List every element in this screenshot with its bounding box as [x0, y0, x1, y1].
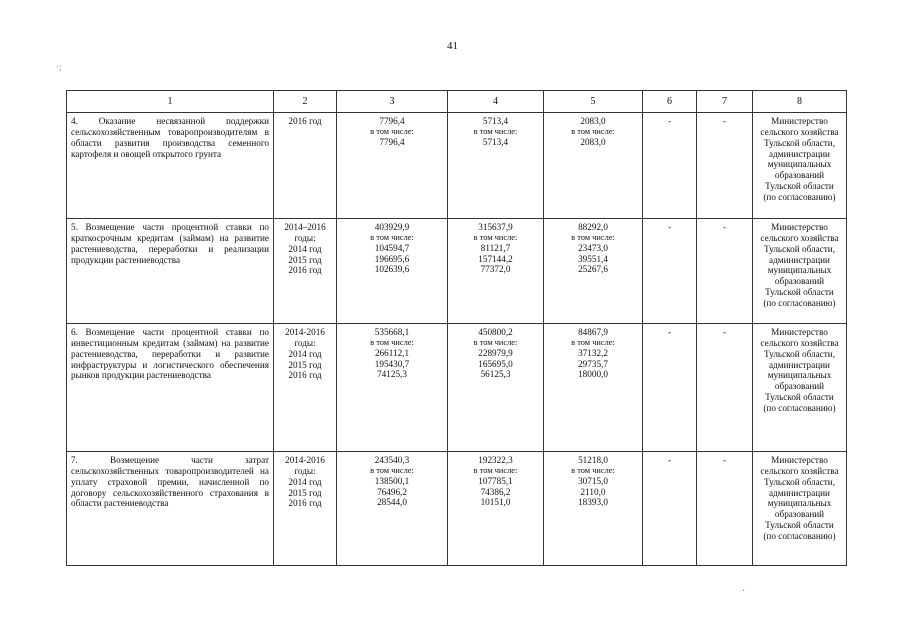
- period-line: 2014 год: [288, 243, 322, 254]
- header-cell-7: 7: [697, 91, 753, 113]
- regional-year-amount: 29735,7: [578, 358, 608, 369]
- row-regional: [544, 219, 643, 324]
- executor-line: администрации: [769, 359, 830, 370]
- regional-year-amount: 18000,0: [578, 369, 608, 380]
- total-year-amount: 196695,6: [374, 253, 410, 264]
- page-number: 41: [447, 40, 458, 52]
- regional-amount: 51218,0: [578, 455, 608, 465]
- federal-year-amount: 74386,2: [480, 486, 511, 497]
- including-label: в том числе:: [370, 465, 414, 475]
- stray-mark: ˊ: [742, 588, 745, 598]
- period-line: 2014 год: [288, 476, 322, 487]
- row-total: [337, 219, 448, 324]
- executor-line: сельского хозяйства: [760, 126, 839, 137]
- row-total: [337, 113, 448, 219]
- period-line: 2016 год: [288, 265, 322, 276]
- row-total: [337, 452, 448, 566]
- table-row: [67, 452, 847, 566]
- executor-line: образований: [774, 276, 825, 287]
- row-col7: -: [697, 113, 753, 219]
- executor-line: Тульской области,: [763, 348, 835, 359]
- row-regional: [544, 452, 643, 566]
- total-amount: 7796,4: [379, 116, 405, 126]
- executor-line: сельского хозяйства: [760, 465, 839, 476]
- total-year-amount: 266112,1: [374, 347, 410, 358]
- executor-line: Тульской области,: [763, 476, 835, 487]
- row-description: 7. Возмещение части затрат сельскохозяйственных товаропроизводителей на уплату страховой премии, начисленной по договору сельскохозяйственного страхования в области растениеводства: [67, 452, 274, 566]
- row-col6: -: [643, 113, 697, 219]
- executor-line: сельского хозяйства: [760, 232, 839, 243]
- executor-line: Министерство: [771, 327, 828, 337]
- total-year-amount: 28544,0: [377, 497, 407, 508]
- row-description: 4. Оказание несвязанной поддержки сельскохозяйственным товаропроизводителям в области развития производства семенного картофеля и овощей открытого грунта: [67, 113, 274, 219]
- row-federal: [448, 113, 544, 219]
- row-period: [274, 113, 337, 219]
- executor-line: Министерство: [771, 116, 828, 126]
- period-line: годы:: [294, 465, 316, 476]
- executor-line: Тульской области,: [763, 243, 835, 254]
- row-executor: [753, 219, 847, 324]
- row-period: [274, 219, 337, 324]
- executor-line: (по согласованию): [763, 298, 836, 309]
- executor-line: Министерство: [771, 455, 828, 465]
- federal-amount: 192322,3: [478, 455, 513, 465]
- executor-line: администрации: [769, 487, 830, 498]
- including-label: в том числе:: [370, 126, 414, 136]
- federal-year-amount: 157144,2: [478, 253, 513, 264]
- period-line: 2015 год: [288, 254, 322, 265]
- row-col6: -: [643, 452, 697, 566]
- total-year-amount: 76496,2: [377, 486, 407, 497]
- total-year-amount: 7796,4: [379, 136, 405, 147]
- row-executor: [753, 452, 847, 566]
- federal-year-amount: 56125,3: [480, 369, 511, 380]
- period-line: 2014 год: [288, 348, 322, 359]
- row-period: [274, 452, 337, 566]
- period-line: 2016 год: [288, 116, 322, 126]
- table-row: [67, 219, 847, 324]
- executor-line: образований: [774, 381, 825, 392]
- table-row: [67, 324, 847, 452]
- executor-line: сельского хозяйства: [760, 337, 839, 348]
- period-line: 2016 год: [288, 370, 322, 381]
- regional-year-amount: 37132,2: [578, 347, 608, 358]
- executor-line: образований: [774, 509, 825, 520]
- row-regional: [544, 324, 643, 452]
- federal-year-amount: 107785,1: [478, 475, 513, 486]
- period-line: 2014–2016: [284, 222, 326, 232]
- including-label: в том числе:: [571, 232, 615, 242]
- federal-amount: 315637,9: [478, 222, 513, 232]
- row-col6: -: [643, 324, 697, 452]
- row-executor: [753, 113, 847, 219]
- row-total: [337, 324, 448, 452]
- including-label: в том числе:: [571, 465, 615, 475]
- header-cell-2: 2: [274, 91, 337, 113]
- executor-line: Тульской области: [765, 520, 834, 531]
- row-description: 6. Возмещение части процентной ставки по инвестиционным кредитам (займам) на развитие растениеводства, переработки и развитие инфраструктуры и логистического обеспечения рынков продукции растениеводства: [67, 324, 274, 452]
- header-cell-4: 4: [448, 91, 544, 113]
- header-cell-8: 8: [753, 91, 847, 113]
- including-label: в том числе:: [473, 337, 518, 347]
- federal-amount: 5713,4: [482, 116, 509, 126]
- regional-year-amount: 30715,0: [578, 475, 608, 486]
- row-period: [274, 324, 337, 452]
- including-label: в том числе:: [473, 232, 518, 242]
- executor-line: муниципальных: [767, 498, 832, 509]
- period-line: 2014-2016: [285, 327, 325, 337]
- regional-year-amount: 2110,0: [580, 486, 606, 497]
- executor-line: Тульской области: [765, 287, 834, 298]
- federal-year-amount: 228979,9: [478, 347, 513, 358]
- period-line: 2015 год: [288, 487, 322, 498]
- total-year-amount: 104594,7: [374, 242, 410, 253]
- executor-line: муниципальных: [767, 370, 832, 381]
- row-federal: [448, 219, 544, 324]
- including-label: в том числе:: [473, 126, 518, 136]
- executor-line: администрации: [769, 254, 830, 265]
- row-col7: -: [697, 219, 753, 324]
- federal-year-amount: 81121,7: [480, 242, 511, 253]
- total-year-amount: 102639,6: [374, 264, 410, 275]
- total-amount: 243540,3: [374, 455, 410, 465]
- regional-year-amount: 39551,4: [578, 253, 608, 264]
- row-col6: -: [643, 219, 697, 324]
- including-label: в том числе:: [571, 337, 615, 347]
- executor-line: Тульской области: [765, 392, 834, 403]
- period-line: 2016 год: [288, 498, 322, 509]
- regional-amount: 84867,9: [578, 327, 608, 337]
- period-line: годы:: [294, 232, 316, 243]
- row-federal: [448, 324, 544, 452]
- total-amount: 403929,9: [374, 222, 410, 232]
- regional-year-amount: 18393,0: [578, 497, 608, 508]
- row-executor: [753, 324, 847, 452]
- including-label: в том числе:: [370, 232, 414, 242]
- executor-line: Тульской области: [765, 181, 834, 192]
- executor-line: администрации: [769, 148, 830, 159]
- executor-line: (по согласованию): [763, 403, 836, 414]
- header-cell-5: 5: [544, 91, 643, 113]
- federal-year-amount: 10151,0: [480, 497, 511, 508]
- including-label: в том числе:: [370, 337, 414, 347]
- row-federal: [448, 452, 544, 566]
- row-regional: [544, 113, 643, 219]
- total-year-amount: 138500,1: [374, 475, 410, 486]
- federal-amount: 450800,2: [478, 327, 513, 337]
- program-table: [66, 90, 847, 566]
- corner-mark: ·;: [56, 62, 62, 72]
- table-header-row: [67, 91, 847, 113]
- regional-amount: 88292,0: [578, 222, 608, 232]
- period-line: 2014-2016: [285, 455, 325, 465]
- including-label: в том числе:: [571, 126, 615, 136]
- header-cell-1: 1: [67, 91, 274, 113]
- row-col7: -: [697, 324, 753, 452]
- executor-line: (по согласованию): [763, 531, 836, 542]
- regional-year-amount: 2083,0: [580, 136, 606, 147]
- total-year-amount: 195430,7: [374, 358, 410, 369]
- table-row: [67, 113, 847, 219]
- executor-line: муниципальных: [767, 265, 832, 276]
- total-year-amount: 74125,3: [377, 369, 407, 380]
- federal-year-amount: 165695,0: [478, 358, 513, 369]
- including-label: в том числе:: [473, 465, 518, 475]
- regional-year-amount: 23473,0: [578, 242, 608, 253]
- header-cell-3: 3: [337, 91, 448, 113]
- executor-line: Тульской области,: [763, 137, 835, 148]
- row-description: 5. Возмещение части процентной ставки по краткосрочным кредитам (займам) на развитие растениеводства, переработки и реализации продукции растениеводства: [67, 219, 274, 324]
- federal-year-amount: 5713,4: [482, 136, 509, 147]
- period-line: годы:: [294, 337, 316, 348]
- executor-line: образований: [774, 170, 825, 181]
- period-line: 2015 год: [288, 359, 322, 370]
- regional-year-amount: 25267,6: [578, 264, 608, 275]
- regional-amount: 2083,0: [580, 116, 606, 126]
- row-col7: -: [697, 452, 753, 566]
- total-amount: 535668,1: [374, 327, 410, 337]
- executor-line: Министерство: [771, 222, 828, 232]
- header-cell-6: 6: [643, 91, 697, 113]
- federal-year-amount: 77372,0: [480, 264, 511, 275]
- executor-line: муниципальных: [767, 159, 832, 170]
- executor-line: (по согласованию): [763, 192, 836, 203]
